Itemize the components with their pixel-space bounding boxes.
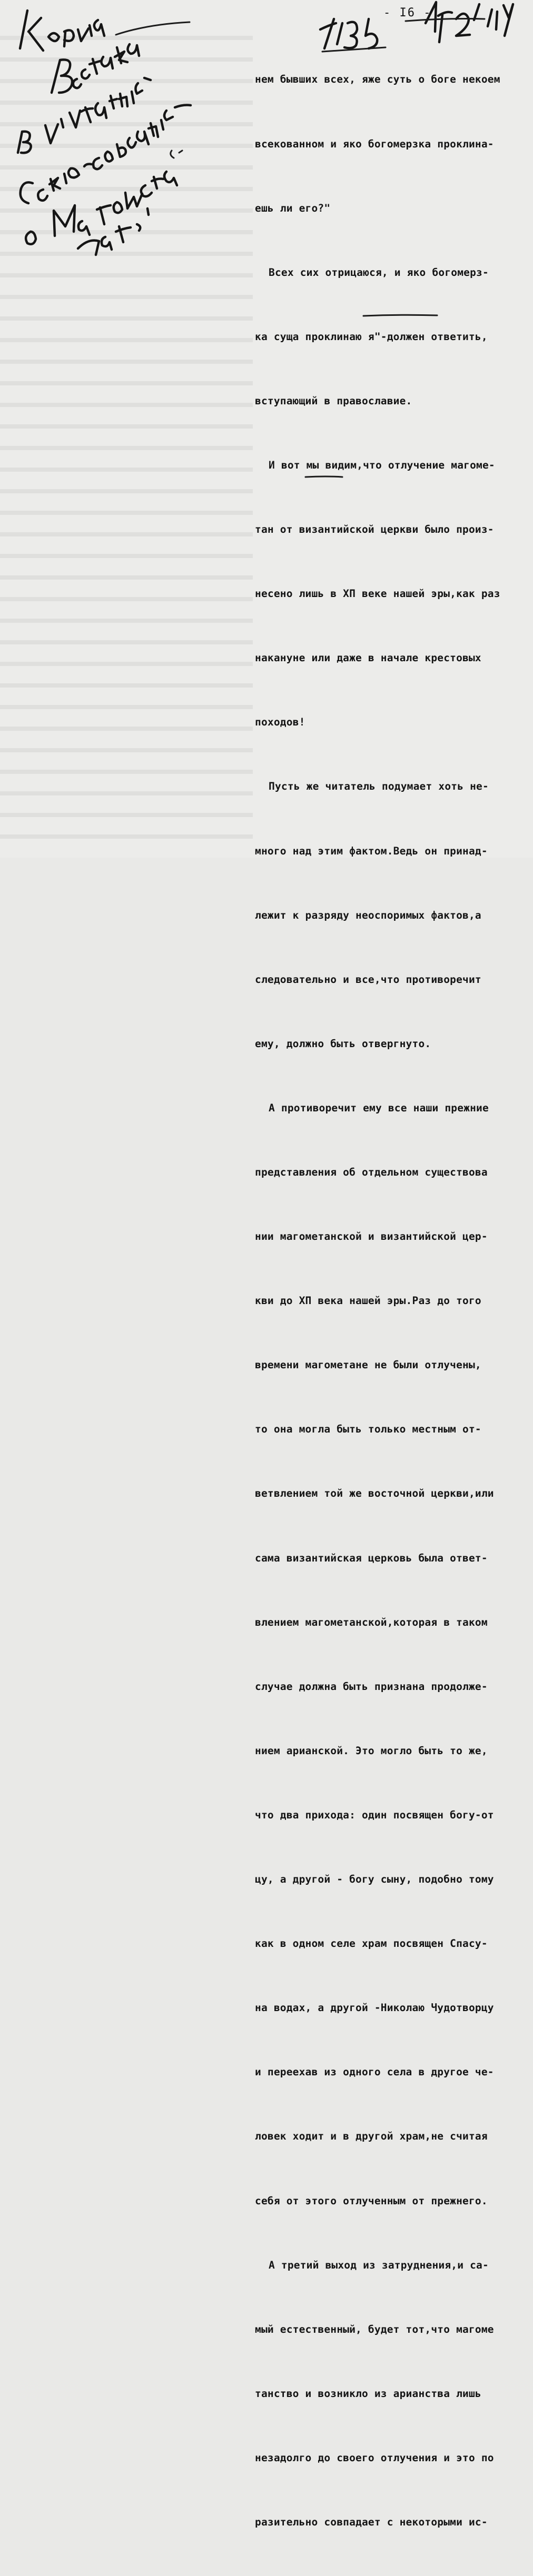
text-line: ловек ходит и в другой храм,не считая	[255, 2130, 488, 2143]
text-line: цу, а другой - богу сыну, подобно тому	[255, 1873, 494, 1886]
text-line: танство и возникло из арианства лишь	[255, 2387, 481, 2400]
bleed-through-lines	[0, 21, 253, 853]
text-line: разительно совпадает с некоторыми ис-	[255, 2515, 488, 2528]
text-line: вступающий в православие.	[255, 394, 412, 407]
text-line: накануне или даже в начале крестовых	[255, 652, 481, 664]
text-line: походов!	[255, 716, 305, 729]
text-line: как в одном селе храм посвящен Спасу-	[255, 1937, 488, 1950]
text-line: Пусть же читатель подумает хоть не-	[269, 780, 489, 793]
text-line: всекованном и яко богомерзка проклина-	[255, 137, 494, 150]
text-line: то она могла быть только местным от-	[255, 1423, 481, 1436]
text-line: несено лишь в ХП веке нашей эры,как раз	[255, 588, 500, 600]
page-number: - I6 -	[383, 6, 432, 19]
text-line: нии магометанской и византийской цер-	[255, 1230, 488, 1243]
text-line: тан от византийской церкви было произ-	[255, 523, 494, 536]
text-line: времени магометане не были отлучены,	[255, 1359, 481, 1371]
text-line: ка суща проклинаю я"-должен ответить,	[255, 330, 488, 343]
text-line: что два прихода: один посвящен богу-от	[255, 1808, 494, 1821]
text-line: нием арианской. Это могло быть то же,	[255, 1744, 488, 1757]
text-line: и переехав из одного села в другое че-	[255, 2066, 494, 2078]
text-line: А противоречит ему все наши прежние	[269, 1101, 489, 1114]
typewritten-text	[255, 26, 529, 2576]
text-line: влением магометанской,которая в таком	[255, 1616, 488, 1628]
text-line: мый естественный, будет тот,что магоме	[255, 2323, 494, 2335]
text-line: представления об отдельном существова	[255, 1166, 488, 1178]
text-line: ешь ли его?"	[255, 202, 331, 214]
text-line: себя от этого отлученным от прежнего.	[255, 2194, 488, 2207]
text-line: ветвлением той же восточной церкви,или	[255, 1487, 494, 1500]
text-line: И вот мы видим,что отлучение магоме-	[269, 459, 495, 471]
text-line: кви до ХП века нашей эры.Раз до того	[255, 1295, 481, 1307]
text-line: лежит к разряду неоспоримых фактов,а	[255, 909, 481, 921]
text-line: на водах, а другой -Николаю Чудотворцу	[255, 2002, 494, 2014]
text-line: много над этим фактом.Ведь он принад-	[255, 844, 488, 857]
text-line: незадолго до своего отлучения и это по	[255, 2451, 494, 2464]
text-line: ему, должно быть отвергнуто.	[255, 1037, 431, 1050]
text-line: следовательно и все,что противоречит	[255, 973, 481, 986]
text-line: Всех сих отрицаюся, и яко богомерз-	[269, 266, 489, 279]
text-line: нем бывших всех, яже суть о боге некоем	[255, 73, 500, 86]
text-line: А третий выход из затруднения,и са-	[269, 2259, 489, 2271]
text-line: случае должна быть признана продолже-	[255, 1680, 488, 1693]
text-line: сама византийская церковь была ответ-	[255, 1551, 488, 1564]
